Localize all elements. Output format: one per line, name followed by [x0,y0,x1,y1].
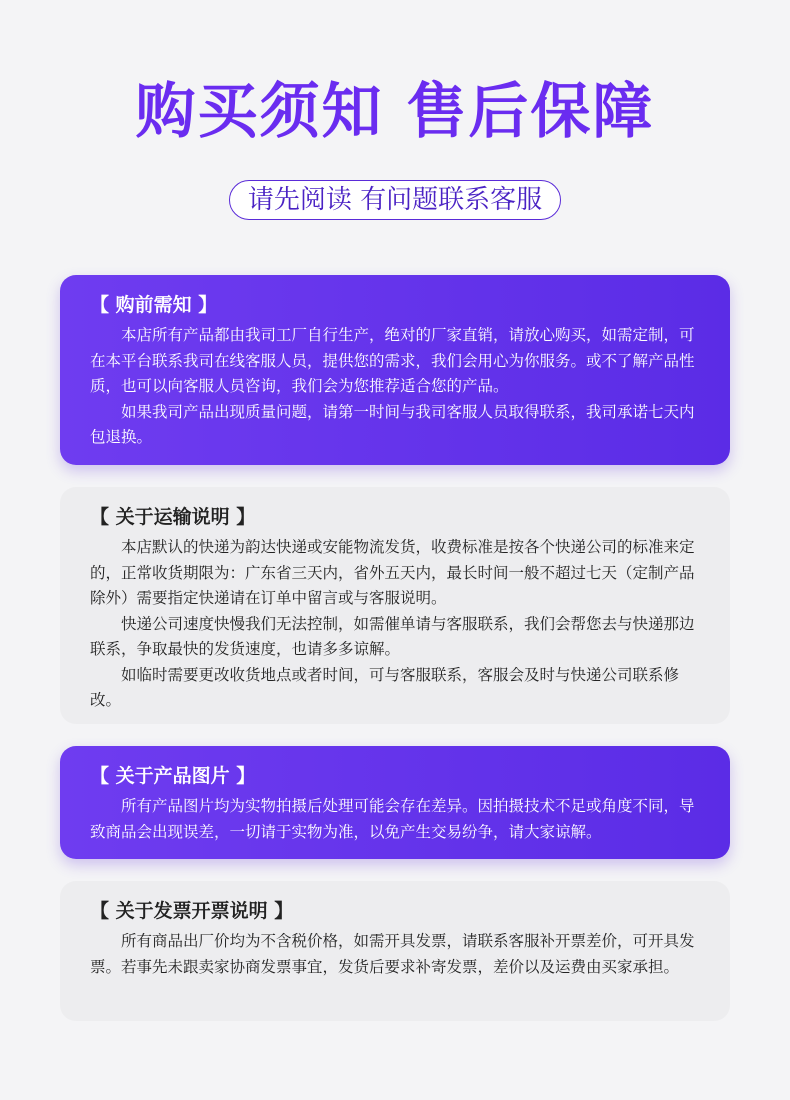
section-paragraph: 本店所有产品都由我司工厂自行生产，绝对的厂家直销，请放心购买，如需定制，可在本平台联系我司在线客服人员，提供您的需求，我们会用心为你服务。或不了解产品性质，也可以向客服人员咨询，我们会为您推荐适合您的产品。 [90,326,695,395]
section-paragraph: 所有商品出厂价均为不含税价格，如需开具发票，请联系客服补开票差价，可开具发票。若事先未跟卖家协商发票事宜，发货后要求补寄发票，差价以及运费由买家承担。 [90,932,695,976]
section-title: 【 购前需知 】 [90,294,218,316]
section-title: 【 关于产品图片 】 [90,765,256,787]
section-title: 【 关于发票开票说明 】 [90,900,294,922]
subtitle-container [0,180,790,220]
section-shipping-info [60,487,730,724]
section-invoice-info [60,881,730,1021]
section-purchase-notice [60,275,730,465]
section-paragraph: 如临时需要更改收货地点或者时间，可与客服联系，客服会及时与快递公司联系修改。 [90,665,680,709]
section-paragraph: 快递公司速度快慢我们无法控制，如需催单请与客服联系，我们会帮您去与快递那边联系，争取最快的发货速度，也请多多谅解。 [90,614,695,658]
section-product-images [60,746,730,859]
section-paragraph: 所有产品图片均为实物拍摄后处理可能会存在差异。因拍摄技术不足或角度不同，导致商品会出现误差，一切请于实物为准，以免产生交易纷争，请大家谅解。 [90,797,695,841]
subtitle-badge: 请先阅读 有问题联系客服 [229,180,561,220]
section-paragraph: 本店默认的快递为韵达快递或安能物流发货，收费标准是按各个快递公司的标准来定的，正常收货期限为：广东省三天内，省外五天内，最长时间一般不超过七天（定制产品除外）需要指定快递请在订单中留言或与客服说明。 [90,538,695,607]
page-title: 购买须知 售后保障 [135,77,655,147]
section-title: 【 关于运输说明 】 [90,506,256,528]
section-paragraph: 如果我司产品出现质量问题，请第一时间与我司客服人员取得联系，我司承诺七天内包退换。 [90,402,695,446]
